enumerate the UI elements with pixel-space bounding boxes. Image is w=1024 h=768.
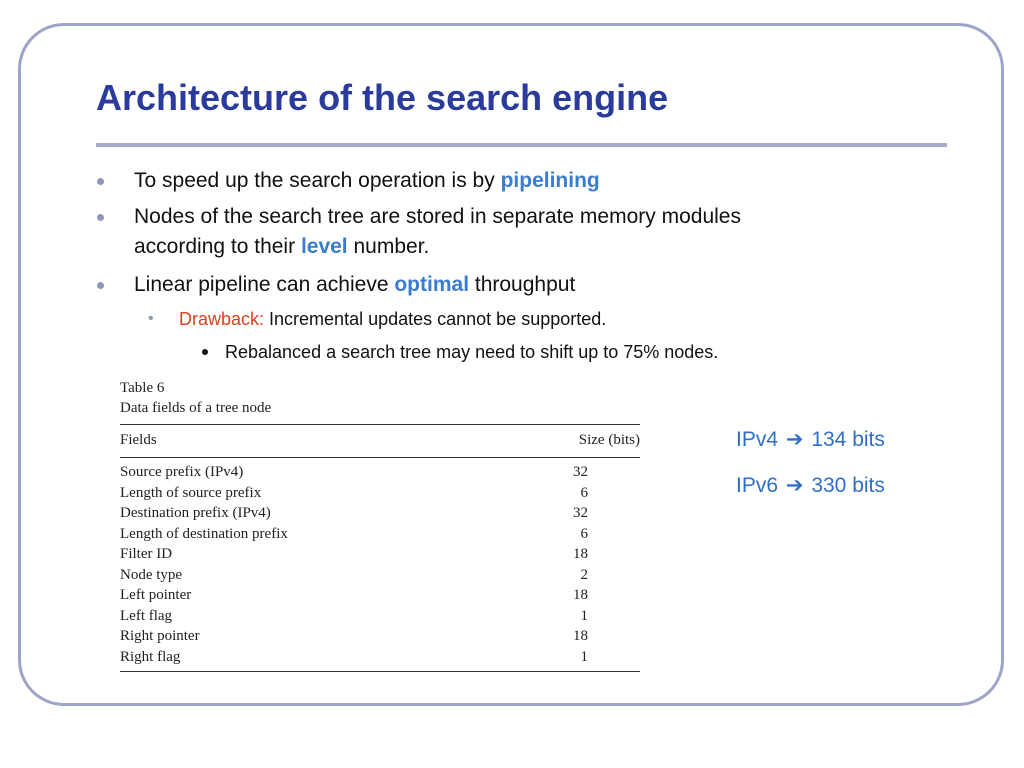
sub-sub-bullet-dot-icon	[202, 349, 208, 355]
table-cell-size: 18	[573, 587, 588, 603]
table-cell-size-wrap	[524, 626, 640, 647]
table-cell-size: 32	[573, 464, 588, 480]
bullet-item	[134, 270, 934, 300]
bullet-text: number.	[347, 235, 430, 258]
bullet-text: throughput	[469, 273, 576, 296]
table-cell-size-wrap	[524, 544, 640, 565]
table-cell-size: 18	[573, 628, 588, 644]
sub-bullet-item	[148, 306, 879, 332]
table-row	[120, 565, 640, 586]
table-cell-field: Filter ID	[120, 546, 173, 562]
title-underline	[96, 143, 947, 147]
drawback-label: Drawback:	[179, 309, 265, 329]
ipv4-note	[736, 426, 885, 454]
table-row	[120, 626, 640, 647]
bullet-accent: pipelining	[500, 169, 600, 192]
bullet-item	[134, 166, 934, 196]
table-caption-number: Table 6	[120, 380, 165, 396]
bullet-item	[134, 202, 934, 262]
bullet-dot-icon	[97, 178, 104, 185]
table-row	[120, 544, 640, 565]
table-cell-field: Left pointer	[120, 587, 192, 603]
table-row	[120, 503, 640, 524]
sub-bullet-dot-icon: •	[148, 310, 154, 327]
ipv6-label: IPv6	[736, 474, 779, 497]
bullet-dot-icon	[97, 214, 104, 221]
bullet-text: according to their	[134, 235, 301, 258]
sub-bullet-text: Incremental updates cannot be supported.	[264, 309, 607, 329]
table-cell-field: Length of source prefix	[120, 484, 262, 501]
ipv4-label: IPv4	[736, 428, 779, 451]
table-row	[120, 524, 640, 545]
ipv4-value: 134 bits	[811, 428, 885, 451]
bullet-dot-icon	[97, 282, 104, 289]
data-fields-table	[120, 378, 640, 672]
table-cell-size: 32	[573, 505, 588, 521]
table-header-fields: Fields	[120, 432, 157, 448]
table-cell-size: 1	[580, 607, 588, 624]
table-row	[120, 462, 640, 483]
slide-title: Architecture of the search engine	[96, 77, 669, 118]
bullet-text: Nodes of the search tree are stored in separate memory modules	[134, 205, 741, 228]
sub-sub-bullet-text: Rebalanced a search tree may need to shift up to 75% nodes.	[225, 342, 719, 362]
table-cell-size-wrap	[524, 462, 640, 483]
ipv6-value: 330 bits	[811, 474, 885, 497]
bullet-text-line2	[134, 232, 934, 262]
table-row	[120, 647, 640, 668]
table-cell-size-wrap	[524, 524, 640, 545]
table-cell-size-wrap	[524, 606, 640, 627]
table-header-size: Size (bits)	[578, 432, 640, 448]
bullet-text: To speed up the search operation is by	[134, 169, 501, 192]
table-body	[120, 458, 640, 671]
bullet-accent: optimal	[394, 273, 470, 296]
sub-sub-bullet-item	[225, 339, 925, 365]
table-cell-field: Right flag	[120, 648, 181, 665]
table-cell-size-wrap	[524, 585, 640, 606]
table-row	[120, 606, 640, 627]
table-cell-size-wrap	[524, 565, 640, 586]
table-cell-field: Right pointer	[120, 628, 200, 644]
table-cell-field: Length of destination prefix	[120, 525, 288, 542]
table-row	[120, 483, 640, 504]
table-cell-size: 18	[573, 546, 588, 562]
table-cell-size: 6	[580, 484, 588, 501]
ipv6-note	[736, 472, 885, 500]
right-arrow-icon: ➔	[785, 428, 804, 451]
table-cell-size-wrap	[524, 647, 640, 668]
table-header	[120, 425, 640, 457]
table-cell-size: 1	[580, 648, 588, 665]
table-cell-field: Destination prefix (IPv4)	[120, 505, 271, 521]
table-cell-field: Source prefix (IPv4)	[120, 464, 244, 480]
table-caption-title: Data fields of a tree node	[120, 400, 272, 416]
table-cell-field: Left flag	[120, 607, 173, 624]
bullet-text: Linear pipeline can achieve	[134, 273, 395, 296]
table-bottom-rule	[120, 671, 640, 672]
right-arrow-icon: ➔	[785, 474, 804, 497]
table-cell-size-wrap	[524, 503, 640, 524]
table-row	[120, 585, 640, 606]
table-cell-size-wrap	[524, 483, 640, 504]
table-cell-size: 2	[580, 566, 588, 583]
table-cell-field: Node type	[120, 566, 183, 583]
bullet-accent: level	[300, 235, 348, 258]
table-cell-size: 6	[580, 525, 588, 542]
